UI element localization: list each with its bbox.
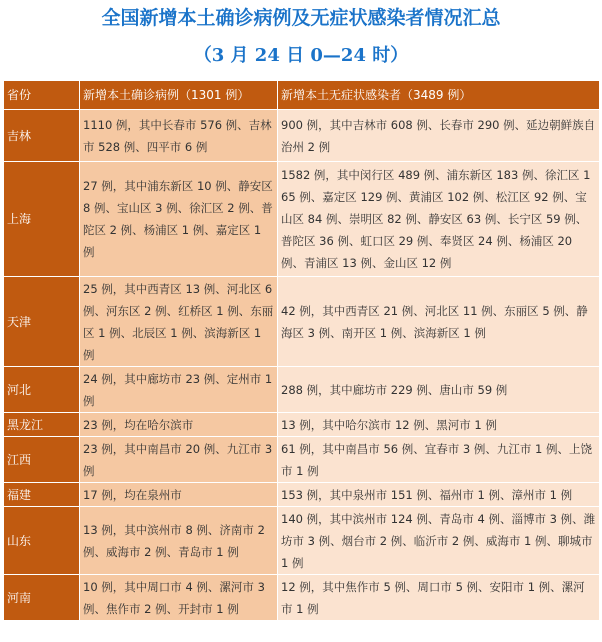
confirmed-cell: 1110 例，其中长春市 576 例、吉林市 528 例、四平市 6 例 — [80, 110, 278, 162]
asymptomatic-cell: 12 例，其中焦作市 5 例、周口市 5 例、安阳市 1 例、漯河市 1 例 — [278, 575, 600, 621]
province-cell: 山东 — [4, 507, 80, 575]
asymptomatic-cell: 140 例，其中滨州市 124 例、青岛市 4 例、淄博市 3 例、潍坊市 3 例、烟台市 2 例、临沂市 2 例、威海市 1 例、聊城市 1 例 — [278, 507, 600, 575]
confirmed-cell: 10 例，其中周口市 4 例、漯河市 3 例、焦作市 2 例、开封市 1 例 — [80, 575, 278, 621]
table-row — [4, 413, 600, 437]
province-cell: 吉林 — [4, 110, 80, 162]
province-cell: 福建 — [4, 483, 80, 507]
confirmed-cell: 27 例，其中浦东新区 10 例、静安区 8 例、宝山区 3 例、徐汇区 2 例、普陀区 2 例、杨浦区 1 例、嘉定区 1 例 — [80, 162, 278, 277]
asymptomatic-cell: 900 例，其中吉林市 608 例、长春市 290 例、延边朝鲜族自治州 2 例 — [278, 110, 600, 162]
header-asymptomatic: 新增本土无症状感染者（3489 例） — [278, 81, 600, 110]
table-header-row — [4, 81, 600, 110]
page-title: 全国新增本土确诊病例及无症状感染者情况汇总 — [101, 7, 501, 29]
summary-table — [3, 80, 600, 621]
confirmed-cell: 24 例，其中廊坊市 23 例、定州市 1 例 — [80, 367, 278, 413]
confirmed-cell: 17 例，均在泉州市 — [80, 483, 278, 507]
province-cell: 天津 — [4, 277, 80, 367]
province-cell: 江西 — [4, 437, 80, 483]
confirmed-cell: 13 例，其中滨州市 8 例、济南市 2 例、威海市 2 例、青岛市 1 例 — [80, 507, 278, 575]
table-row — [4, 575, 600, 621]
table-row — [4, 507, 600, 575]
asymptomatic-cell: 13 例，其中哈尔滨市 12 例、黑河市 1 例 — [278, 413, 600, 437]
header-confirmed: 新增本土确诊病例（1301 例） — [80, 81, 278, 110]
asymptomatic-cell: 288 例，其中廊坊市 229 例、唐山市 59 例 — [278, 367, 600, 413]
province-cell: 河北 — [4, 367, 80, 413]
table-row — [4, 162, 600, 277]
page-subtitle: （3 月 24 日 0—24 时） — [193, 45, 409, 66]
province-cell: 上海 — [4, 162, 80, 277]
asymptomatic-cell: 1582 例，其中闵行区 489 例、浦东新区 183 例、徐汇区 165 例、嘉定区 129 例、黄浦区 102 例、松江区 92 例、宝山区 84 例、崇明区 82 例、静安区 63 例、长宁区 59 例、普陀区 36 例、虹口区 29 例、奉贤区 24 例、杨浦区 20 例、青浦区 13 例、金山区 12 例 — [278, 162, 600, 277]
table-row — [4, 277, 600, 367]
confirmed-cell: 23 例，其中南昌市 20 例、九江市 3 例 — [80, 437, 278, 483]
asymptomatic-cell: 153 例，其中泉州市 151 例、福州市 1 例、漳州市 1 例 — [278, 483, 600, 507]
table-row — [4, 483, 600, 507]
province-cell: 河南 — [4, 575, 80, 621]
header-province: 省份 — [4, 81, 80, 110]
confirmed-cell: 23 例，均在哈尔滨市 — [80, 413, 278, 437]
table-row — [4, 437, 600, 483]
confirmed-cell: 25 例，其中西青区 13 例、河北区 6 例、河东区 2 例、红桥区 1 例、东丽区 1 例、北辰区 1 例、滨海新区 1 例 — [80, 277, 278, 367]
table-row — [4, 367, 600, 413]
province-cell: 黑龙江 — [4, 413, 80, 437]
asymptomatic-cell: 42 例，其中西青区 21 例、河北区 11 例、东丽区 5 例、静海区 3 例、南开区 1 例、滨海新区 1 例 — [278, 277, 600, 367]
table-row — [4, 110, 600, 162]
asymptomatic-cell: 61 例，其中南昌市 56 例、宜春市 3 例、九江市 1 例、上饶市 1 例 — [278, 437, 600, 483]
